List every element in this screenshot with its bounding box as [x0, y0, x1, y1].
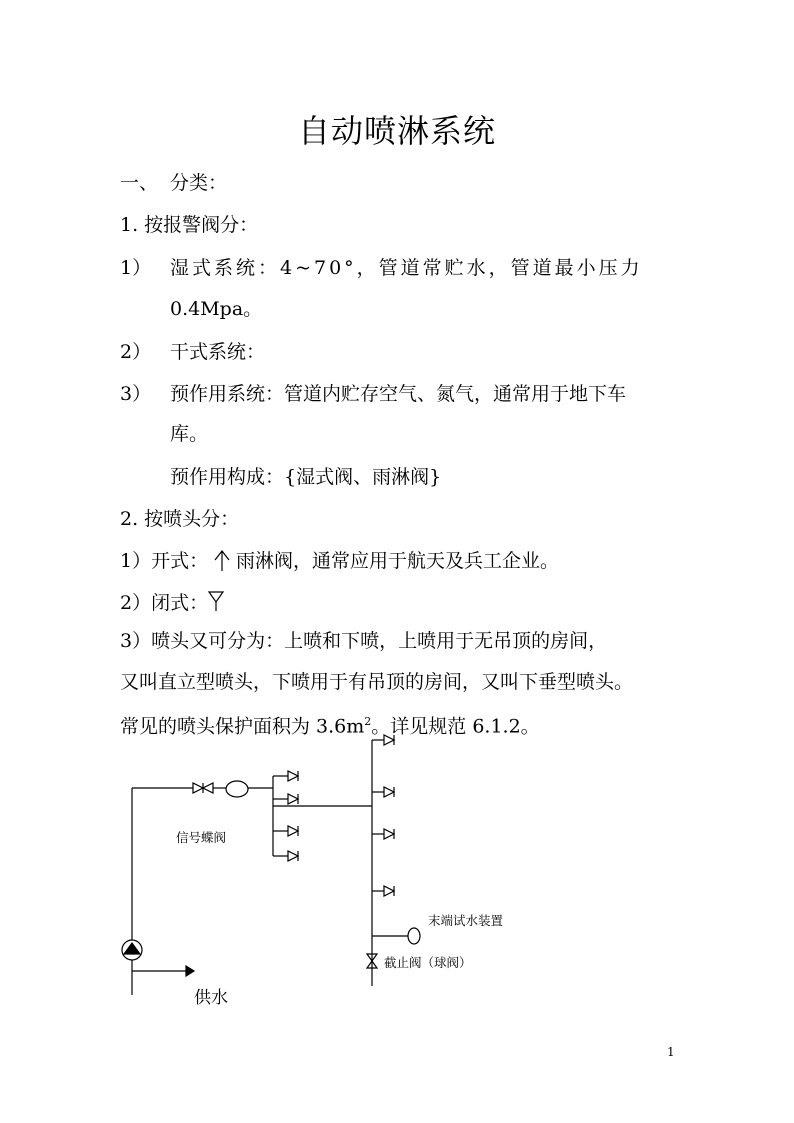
- superscript: 2: [364, 715, 372, 728]
- flow-indicator: [226, 781, 248, 797]
- coverage-text: 常见的喷头保护面积为 3.6m: [120, 715, 365, 738]
- sprinkler-head-icon: [288, 794, 298, 804]
- end-test-device: [408, 928, 420, 944]
- section-label: 分类：: [170, 172, 228, 194]
- sprinkler-head-icon: [384, 829, 394, 839]
- preaction-composition: 预作用构成：{湿式阀、雨淋阀}: [170, 466, 442, 488]
- sprinkler-types-line1: 3）喷头又可分为：上喷和下喷，上喷用于无吊顶的房间，: [120, 630, 608, 652]
- open-type-prefix: 1）开式：: [120, 550, 209, 572]
- item-preaction-system: 预作用系统：管道内贮存空气、氮气，通常用于地下车: [170, 383, 627, 405]
- sprinkler-head-icon: [384, 886, 394, 896]
- spec-reference: 。详见规范 6.1.2。: [371, 715, 540, 738]
- butterfly-valve-icon: [193, 783, 213, 793]
- supply-label: 供水: [194, 988, 228, 1008]
- flow-arrow-icon: [186, 966, 194, 976]
- page-number: 1: [667, 1045, 675, 1059]
- item-number: 3）: [120, 383, 152, 405]
- subsection-heading-sprinkler: 2. 按喷头分：: [120, 508, 240, 530]
- pump-icon: [122, 940, 142, 960]
- end-test-label: 末端试水装置: [428, 913, 504, 928]
- sprinkler-head-icon: [288, 771, 298, 781]
- stop-valve-label: 截止阀（球阀）: [384, 955, 472, 970]
- sprinkler-head-icon: [288, 826, 298, 836]
- sprinkler-head-icon: [384, 787, 394, 797]
- item-dry-system: 干式系统：: [170, 341, 266, 363]
- page-title: 自动喷淋系统: [297, 112, 496, 150]
- item-number: 1）: [120, 257, 152, 279]
- section-number: 一、: [120, 172, 159, 194]
- item-preaction-system-cont: 库。: [170, 423, 209, 445]
- sprinkler-types-line2: 又叫直立型喷头，下喷用于有吊顶的房间，又叫下垂型喷头。: [120, 671, 634, 693]
- signal-valve-label: 信号蝶阀: [176, 830, 227, 845]
- open-type-text: 雨淋阀，通常应用于航天及兵工企业。: [236, 550, 560, 572]
- subsection-heading-alarm-valve: 1. 按报警阀分：: [120, 214, 259, 236]
- item-wet-system-cont: 0.4Mpa。: [170, 298, 263, 320]
- sprinkler-head-icon: [288, 851, 298, 861]
- closed-type-prefix: 2）闭式：: [120, 592, 209, 614]
- sprinkler-head-icon: [384, 735, 394, 745]
- item-wet-system: 湿式系统：4~70°，管道常贮水，管道最小压力: [170, 257, 643, 279]
- item-number: 2）: [120, 341, 152, 363]
